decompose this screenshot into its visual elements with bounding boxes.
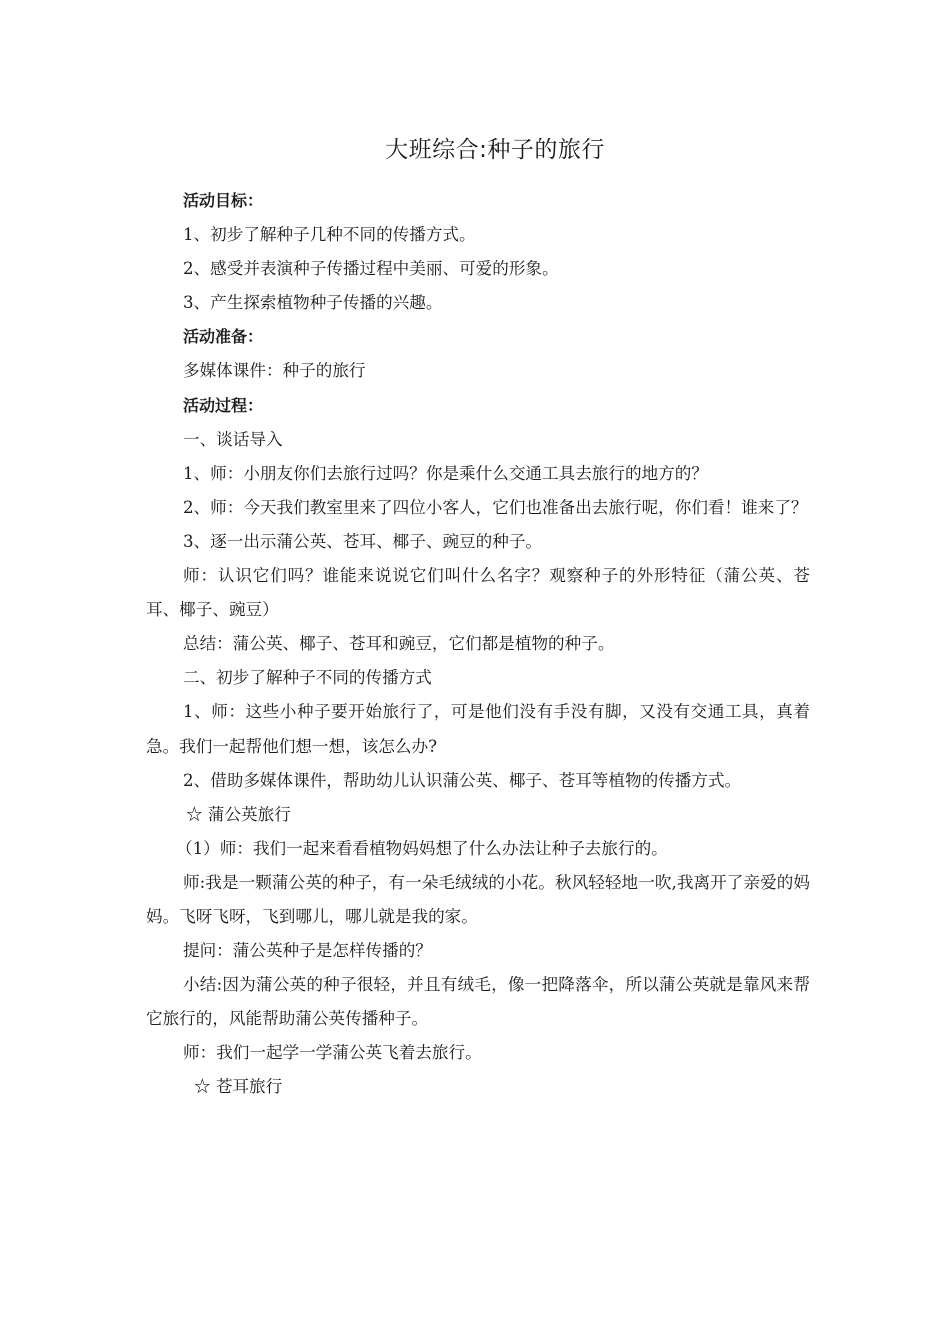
paragraph: 总结：蒲公英、椰子、苍耳和豌豆，它们都是植物的种子。: [183, 634, 615, 654]
heading-activity-goals: 活动目标：: [183, 191, 264, 210]
paragraph: 2、感受并表演种子传播过程中美丽、可爱的形象。: [183, 259, 559, 279]
paragraph: 一、谈话导入: [183, 429, 283, 449]
paragraph: 小结:因为蒲公英的种子很轻，并且有绒毛，像一把降落伞，所以蒲公英就是靠风来帮它旅行的，风能帮助蒲公英传播种子。: [146, 975, 810, 1029]
paragraph: 3、逐一出示蒲公英、苍耳、椰子、豌豆的种子。: [183, 531, 543, 551]
paragraph: 师：我们一起学一学蒲公英飞着去旅行。: [183, 1043, 482, 1063]
heading-activity-process: 活动过程：: [183, 395, 264, 415]
section-dandelion: ☆ 蒲公英旅行: [186, 804, 291, 824]
paragraph: 2、借助多媒体课件，帮助幼儿认识蒲公英、椰子、苍耳等植物的传播方式。: [183, 770, 742, 790]
paragraph: 2、师：今天我们教室里来了四位小客人，它们也准备出去旅行呢，你们看！谁来了？: [183, 497, 808, 517]
heading-activity-preparation: 活动准备：: [183, 327, 264, 347]
paragraph: 提问：蒲公英种子是怎样传播的？: [183, 941, 432, 961]
paragraph: 1、师：小朋友你们去旅行过吗？你是乘什么交通工具去旅行的地方的？: [183, 463, 708, 483]
document-body: [146, 184, 810, 1105]
paragraph: 多媒体课件：种子的旅行: [183, 361, 366, 381]
document-title: 大班综合:种子的旅行: [385, 137, 605, 163]
paragraph: 师:我是一颗蒲公英的种子，有一朵毛绒绒的小花。秋风轻轻地一吹,我离开了亲爱的妈妈。飞呀飞呀，飞到哪儿，哪儿就是我的家。: [146, 872, 810, 926]
paragraph: 二、初步了解种子不同的传播方式: [183, 668, 432, 688]
paragraph: 1、师：这些小种子要开始旅行了，可是他们没有手没有脚，又没有交通工具，真着急。我们一起帮他们想一想，该怎么办?: [146, 702, 810, 756]
paragraph: 3、产生探索植物种子传播的兴趣。: [183, 293, 443, 313]
paragraph: （1）师：我们一起来看看植物妈妈想了什么办法让种子去旅行的。: [176, 838, 668, 858]
section-cocklebur: ☆ 苍耳旅行: [194, 1077, 283, 1097]
paragraph: 1、初步了解种子几种不同的传播方式。: [183, 225, 476, 245]
paragraph: 师：认识它们吗？谁能来说说它们叫什么名字？观察种子的外形特征（蒲公英、苍耳、椰子、豌豆）: [146, 566, 810, 620]
